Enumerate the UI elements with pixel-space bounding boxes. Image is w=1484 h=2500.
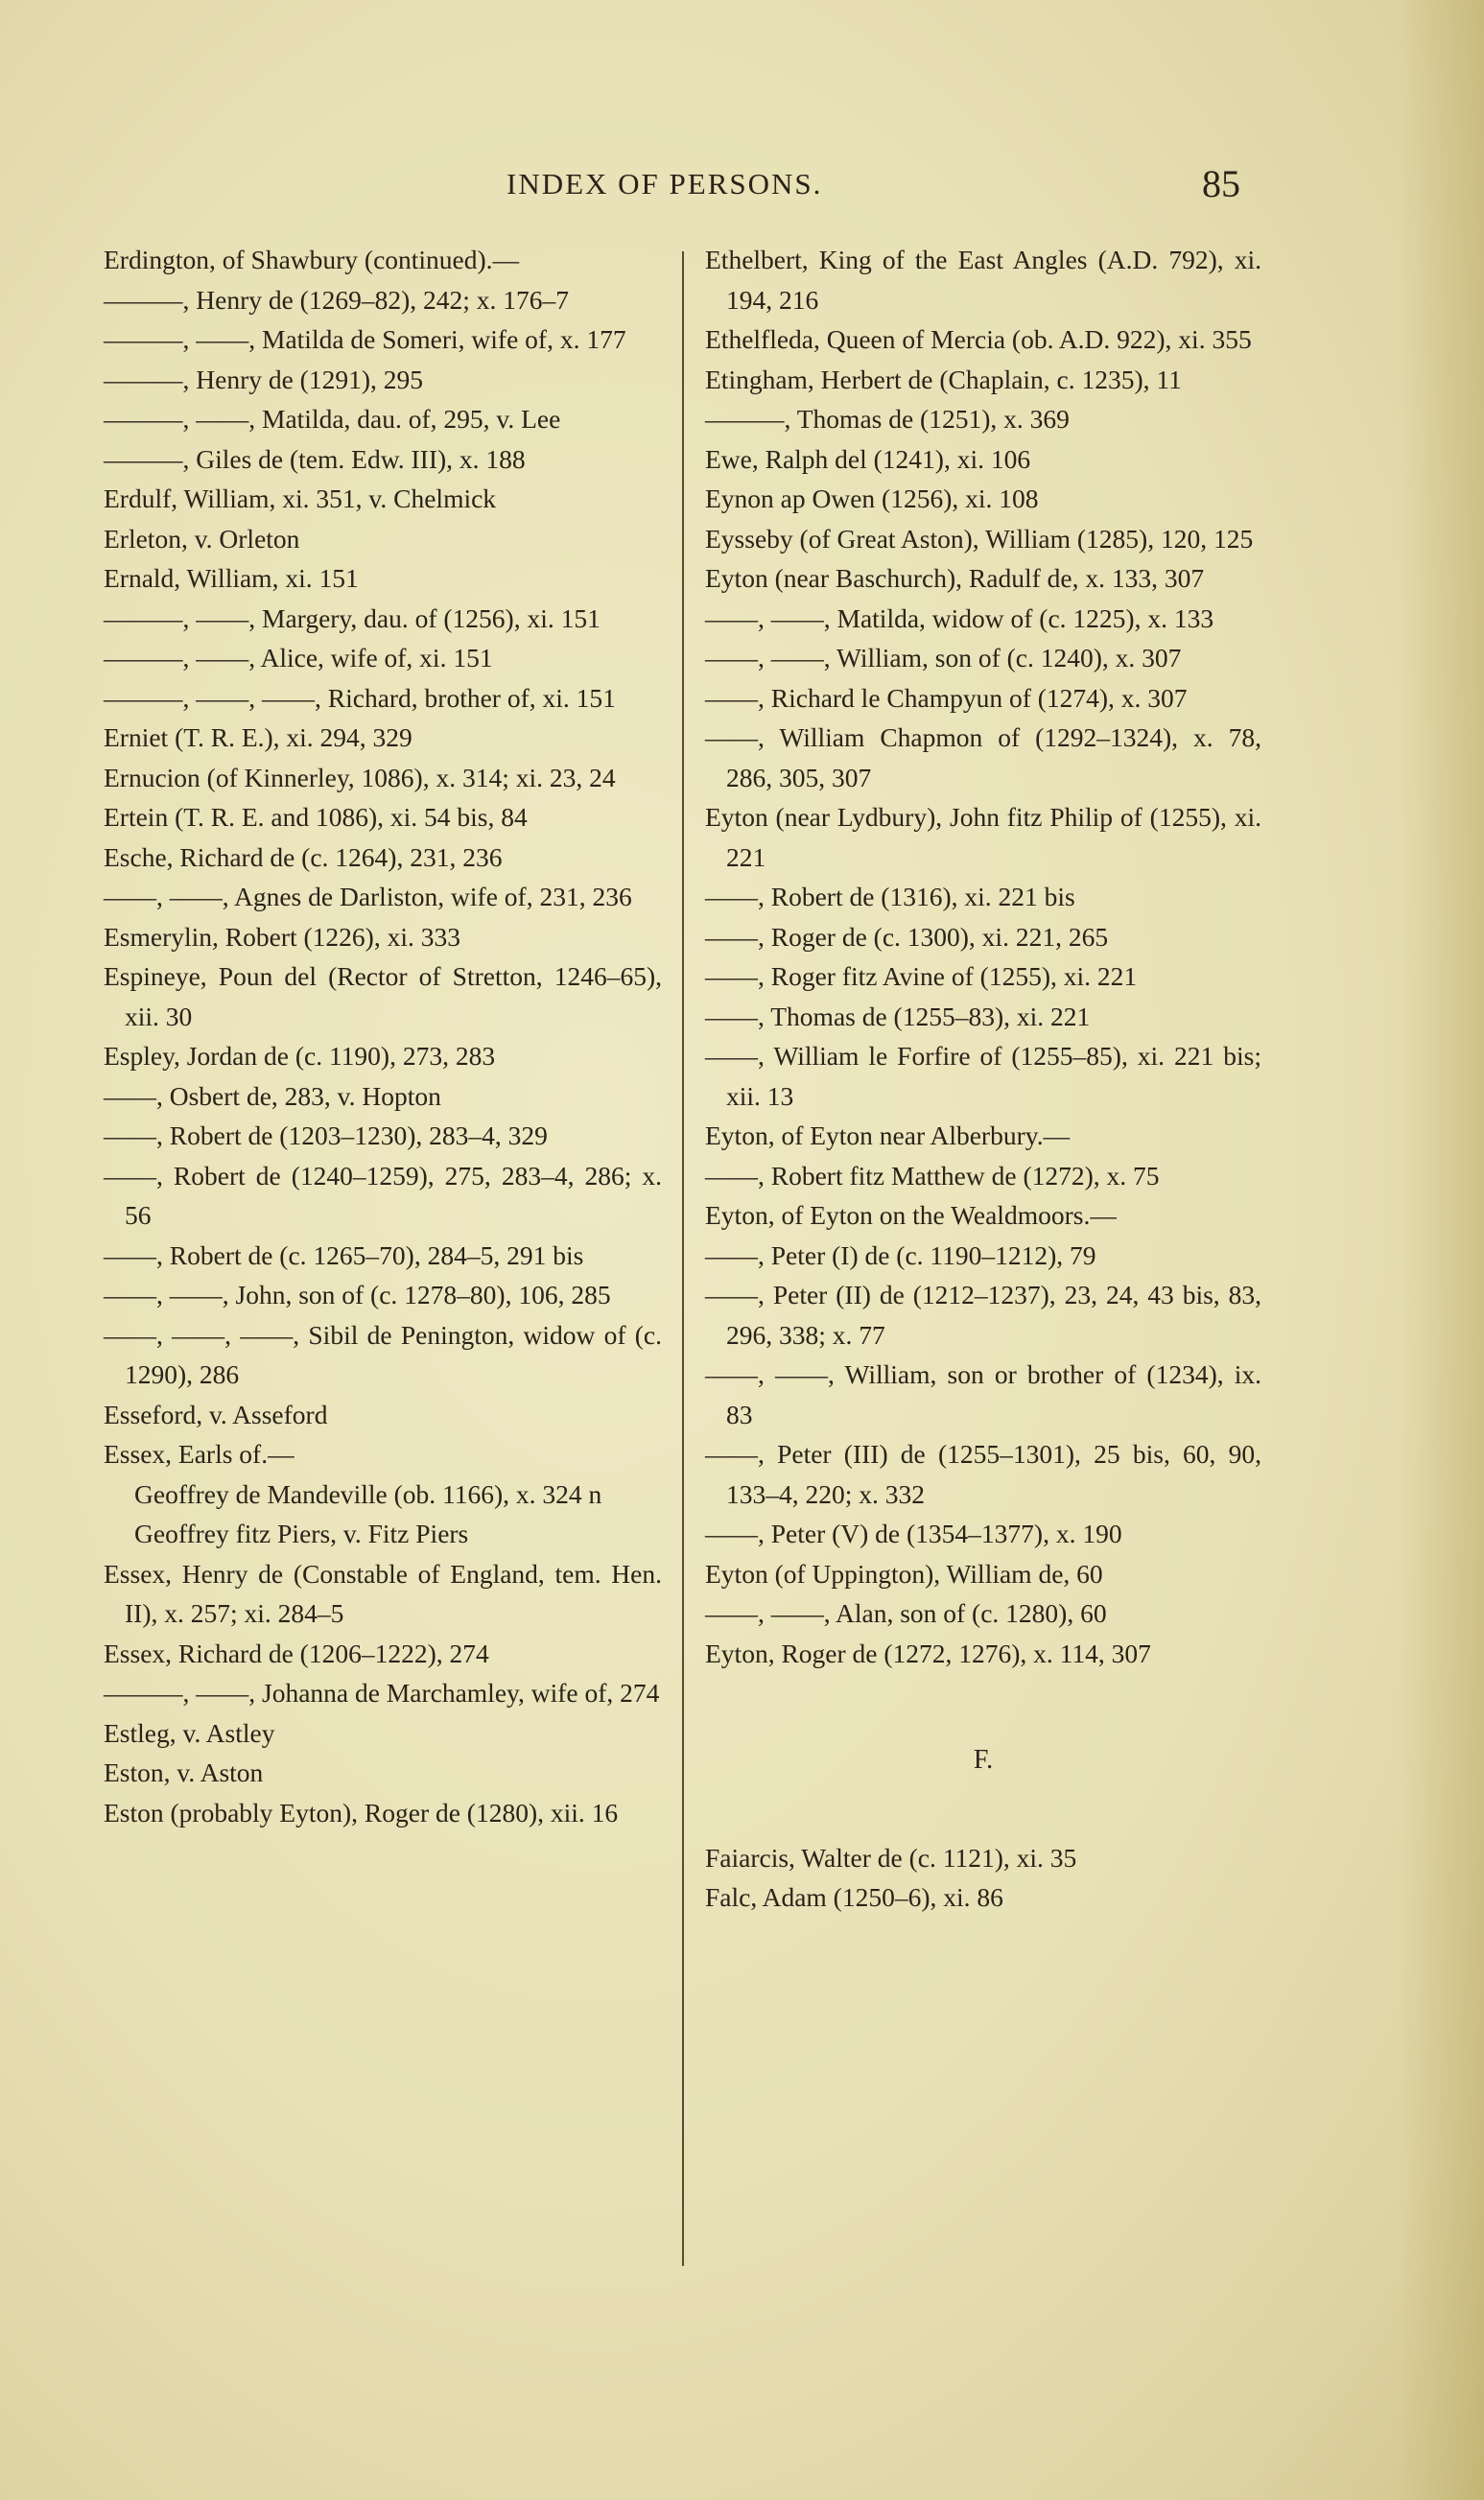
index-entry: ——, Peter (V) de (1354–1377), x. 190 bbox=[705, 1519, 1122, 1548]
index-entry: ——, ——, ——, Sibil de Penington, widow of (c. 1290), 286 bbox=[104, 1319, 662, 1389]
index-entry: ——, ——, Alan, son of (c. 1280), 60 bbox=[705, 1598, 1107, 1628]
index-entry: Estleg, v. Astley bbox=[104, 1717, 275, 1748]
index-entry: ——, Peter (II) de (1212–1237), 23, 24, 43 bis, 83, 296, 338; x. 77 bbox=[705, 1280, 1261, 1350]
index-entry: Eynon ap Owen (1256), xi. 108 bbox=[705, 483, 1039, 513]
index-entry: Ernucion (of Kinnerley, 1086), x. 314; xi. 23, 24 bbox=[104, 762, 616, 792]
index-entry: ——, Robert de (c. 1265–70), 284–5, 291 bis bbox=[104, 1239, 584, 1270]
index-entry: ———, ——, Alice, wife of, xi. 151 bbox=[104, 643, 493, 672]
index-entry: Erdulf, William, xi. 351, v. Chelmick bbox=[104, 483, 497, 513]
index-entry: ———, Henry de (1269–82), 242; x. 176–7 bbox=[104, 284, 570, 315]
right-column-entries-after bbox=[705, 1838, 1261, 1918]
running-title: INDEX OF PERSONS. bbox=[506, 167, 823, 200]
index-entry: ———, Thomas de (1251), x. 369 bbox=[705, 404, 1070, 434]
index-entry: ———, ——, Matilda, dau. of, 295, v. Lee bbox=[104, 404, 561, 434]
index-entry: Erniet (T. R. E.), xi. 294, 329 bbox=[104, 722, 412, 752]
index-entry: ———, ——, Margery, dau. of (1256), xi. 151 bbox=[104, 602, 601, 633]
page-header bbox=[104, 161, 1255, 219]
index-entry: ——, William le Forfire of (1255–85), xi. 221 bis; xii. 13 bbox=[705, 1041, 1261, 1111]
index-entry: ——, ——, Matilda, widow of (c. 1225), x. 133 bbox=[705, 602, 1214, 633]
index-entry: Esmerylin, Robert (1226), xi. 333 bbox=[104, 921, 460, 952]
index-entry: ——, Roger de (c. 1300), xi. 221, 265 bbox=[705, 921, 1109, 952]
index-entry: ——, ——, William, son of (c. 1240), x. 307 bbox=[705, 643, 1182, 672]
index-entry: Essex, Henry de (Constable of England, tem. Hen. II), x. 257; xi. 284–5 bbox=[104, 1558, 662, 1628]
index-entry: ———, ——, Johanna de Marchamley, wife of, 274 bbox=[104, 1678, 660, 1708]
index-entry: ——, Thomas de (1255–83), xi. 221 bbox=[705, 1001, 1091, 1031]
index-entry: Eyton, of Eyton near Alberbury.— bbox=[705, 1120, 1071, 1150]
index-entry: Falc, Adam (1250–6), xi. 86 bbox=[705, 1882, 1003, 1912]
index-entry: Etingham, Herbert de (Chaplain, c. 1235), 11 bbox=[705, 364, 1182, 394]
index-entry: Ewe, Ralph del (1241), xi. 106 bbox=[705, 443, 1031, 474]
index-entry: Eyton, Roger de (1272, 1276), x. 114, 307 bbox=[705, 1638, 1151, 1668]
column-divider bbox=[682, 251, 684, 2266]
index-entry: ——, Peter (III) de (1255–1301), 25 bis, 60, 90, 133–4, 220; x. 332 bbox=[705, 1439, 1261, 1509]
index-entry: ——, Robert de (1240–1259), 275, 283–4, 286; x. 56 bbox=[104, 1160, 662, 1230]
section-heading: F. bbox=[973, 1745, 994, 1775]
index-entry: Eyton (of Uppington), William de, 60 bbox=[705, 1558, 1103, 1589]
page-number: 85 bbox=[1202, 162, 1240, 205]
index-entry: ———, Henry de (1291), 295 bbox=[104, 364, 423, 394]
index-entry: Eysseby (of Great Aston), William (1285), 120, 125 bbox=[705, 523, 1254, 554]
left-column bbox=[104, 240, 662, 1832]
index-entry: Eyton, of Eyton on the Wealdmoors.— bbox=[705, 1200, 1117, 1230]
index-entry: ——, Richard le Champyun of (1274), x. 307 bbox=[705, 682, 1188, 713]
index-entry: ——, Robert de (1316), xi. 221 bis bbox=[705, 882, 1075, 911]
index-entry: Eston (probably Eyton), Roger de (1280), xii. 16 bbox=[104, 1797, 619, 1828]
index-entry: Eyton (near Lydbury), John fitz Philip of (1255), xi. 221 bbox=[705, 802, 1261, 872]
index-entry: Geoffrey fitz Piers, v. Fitz Piers bbox=[134, 1519, 469, 1548]
index-entry: Esche, Richard de (c. 1264), 231, 236 bbox=[104, 841, 503, 872]
index-entry: ———, ——, Matilda de Someri, wife of, x. 177 bbox=[104, 324, 626, 354]
index-entry: ———, ——, ——, Richard, brother of, xi. 151 bbox=[104, 682, 616, 713]
index-entry: Essex, Richard de (1206–1222), 274 bbox=[104, 1638, 489, 1668]
index-entry: Ethelfleda, Queen of Mercia (ob. A.D. 922), xi. 355 bbox=[705, 324, 1252, 354]
index-entry: Ernald, William, xi. 151 bbox=[104, 563, 359, 593]
index-entry: Espley, Jordan de (c. 1190), 273, 283 bbox=[104, 1041, 496, 1071]
index-entry: Erdington, of Shawbury (continued).— bbox=[104, 245, 520, 274]
index-entry: ——, Robert fitz Matthew de (1272), x. 75 bbox=[705, 1160, 1160, 1191]
index-entry: Erleton, v. Orleton bbox=[104, 523, 300, 554]
index-entry: ——, Roger fitz Avine of (1255), xi. 221 bbox=[705, 961, 1138, 991]
index-entry: Eyton (near Baschurch), Radulf de, x. 133, 307 bbox=[705, 563, 1205, 593]
index-entry: Ethelbert, King of the East Angles (A.D. 792), xi. 194, 216 bbox=[705, 245, 1261, 315]
index-entry: Ertein (T. R. E. and 1086), xi. 54 bis, 84 bbox=[104, 802, 528, 832]
index-entry: ——, ——, John, son of (c. 1278–80), 106, 285 bbox=[104, 1280, 611, 1309]
index-entry: ——, ——, William, son or brother of (1234), ix. 83 bbox=[705, 1359, 1261, 1429]
index-entry: Esseford, v. Asseford bbox=[104, 1399, 328, 1429]
page-edge-shadow bbox=[1398, 0, 1484, 2500]
index-entry: Eston, v. Aston bbox=[104, 1757, 264, 1787]
index-entry: Espineye, Poun del (Rector of Stretton, 1246–65), xii. 30 bbox=[104, 961, 662, 1031]
index-entry: ——, Peter (I) de (c. 1190–1212), 79 bbox=[705, 1239, 1096, 1270]
right-column bbox=[705, 240, 1261, 1918]
index-entry: Geoffrey de Mandeville (ob. 1166), x. 324 n bbox=[134, 1478, 602, 1509]
index-entry: ——, ——, Agnes de Darliston, wife of, 231, 236 bbox=[104, 882, 632, 911]
index-entry: ——, Osbert de, 283, v. Hopton bbox=[104, 1080, 441, 1111]
index-entry: Faiarcis, Walter de (c. 1121), xi. 35 bbox=[705, 1842, 1077, 1873]
index-entry: ——, William Chapmon of (1292–1324), x. 78, 286, 305, 307 bbox=[705, 722, 1261, 792]
index-entry: Essex, Earls of.— bbox=[104, 1439, 294, 1469]
right-column-entries bbox=[705, 240, 1261, 1673]
index-entry: ——, Robert de (1203–1230), 283–4, 329 bbox=[104, 1120, 548, 1150]
index-entry: ———, Giles de (tem. Edw. III), x. 188 bbox=[104, 443, 526, 474]
